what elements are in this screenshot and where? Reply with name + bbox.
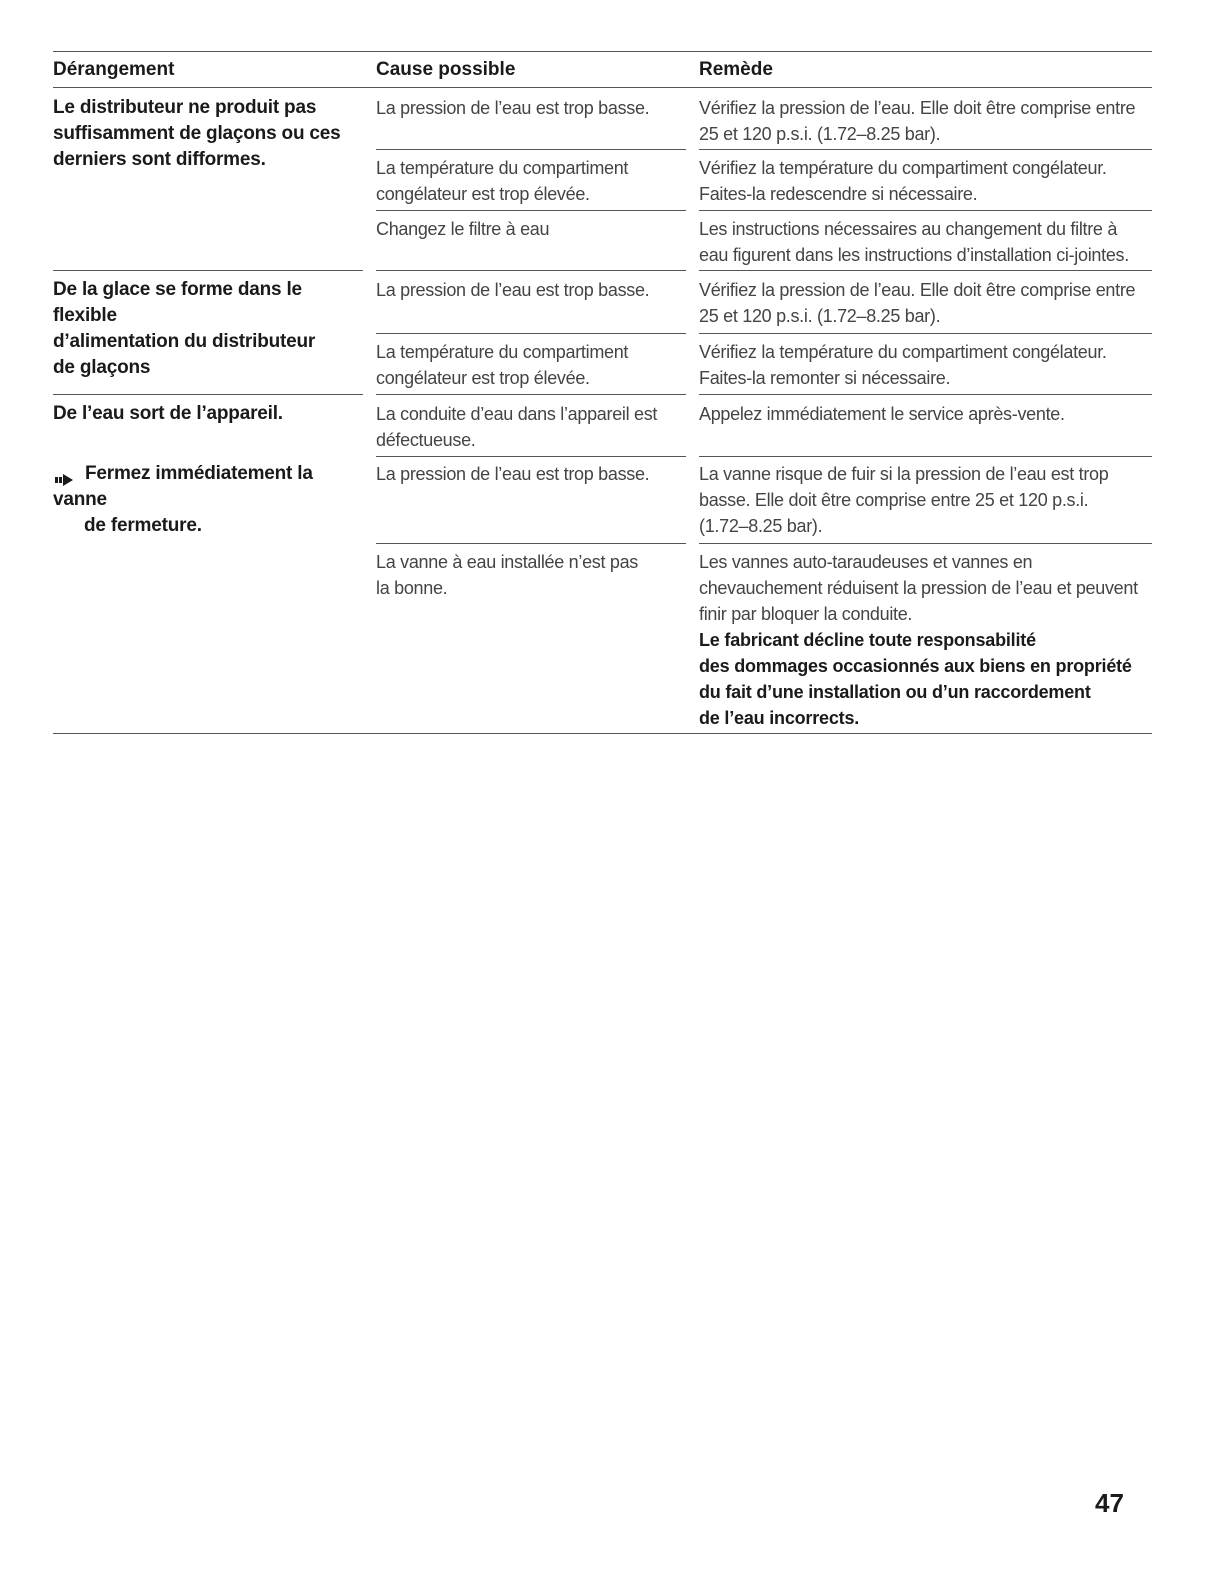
cause-text: congélateur est trop élevée. [376, 184, 590, 204]
row-separator [699, 333, 1152, 334]
problem-line: d’alimentation du distributeur [53, 331, 316, 352]
table-top-rule [53, 51, 1152, 52]
header-remedy: Remède [699, 59, 773, 80]
problem-text [53, 277, 363, 381]
remedy-text: Faites-la remonter si nécessaire. [699, 368, 951, 388]
table-header [53, 59, 1152, 87]
header-problem: Dérangement [53, 59, 175, 80]
remedy-text: chevauchement réduisent la pression de l’eau et peuvent [699, 578, 1138, 598]
remedy-text: La vanne risque de fuir si la pression de l’eau est trop [699, 464, 1109, 484]
cause-text: La pression de l’eau est trop basse. [376, 98, 650, 118]
warning-note-text: de fermeture. [84, 515, 202, 536]
row-separator [376, 394, 686, 395]
cause-text: La pression de l’eau est trop basse. [376, 280, 650, 300]
remedy-text: Les instructions nécessaires au changement du filtre à [699, 219, 1118, 239]
cause-text: La vanne à eau installée n’est pas [376, 552, 638, 572]
remedy-text: 25 et 120 p.s.i. (1.72–8.25 bar). [699, 306, 941, 326]
cause-text: Changez le filtre à eau [376, 219, 550, 239]
group-separator [53, 394, 363, 395]
remedy-text: Faites-la redescendre si nécessaire. [699, 184, 978, 204]
cause-text: La température du compartiment [376, 158, 629, 178]
remedy-text: finir par bloquer la conduite. [699, 604, 913, 624]
header-rule [53, 87, 1152, 88]
cause-text: La conduite d’eau dans l’appareil est [376, 404, 658, 424]
row-separator [376, 270, 686, 271]
row-separator [376, 333, 686, 334]
remedy-text: Vérifiez la pression de l’eau. Elle doit être comprise entre [699, 98, 1136, 118]
liability-notice: de l’eau incorrects. [699, 708, 860, 728]
problem-line: derniers sont difformes. [53, 149, 266, 170]
page-number: 47 [1095, 1488, 1124, 1518]
row-separator [699, 456, 1152, 457]
remedy-text: Vérifiez la température du compartiment congélateur. [699, 158, 1107, 178]
cause-text: La pression de l’eau est trop basse. [376, 464, 650, 484]
row-separator [376, 149, 686, 150]
remedy-text: Vérifiez la pression de l’eau. Elle doit être comprise entre [699, 280, 1136, 300]
table-bottom-rule [53, 733, 1152, 734]
row-separator [699, 270, 1152, 271]
remedy-text: eau figurent dans les instructions d’installation ci-jointes. [699, 245, 1129, 265]
row-separator [699, 149, 1152, 150]
liability-notice: Le fabricant décline toute responsabilité [699, 630, 1036, 650]
problem-text [53, 95, 363, 173]
remedy-text: Les vannes auto-taraudeuses et vannes en [699, 552, 1033, 572]
problem-text [53, 401, 363, 427]
arrow-right-icon [55, 468, 73, 480]
liability-notice: des dommages occasionnés aux biens en propriété [699, 656, 1132, 676]
problem-line: De la glace se forme dans le flexible [53, 279, 302, 326]
remedy-text: Vérifiez la température du compartiment congélateur. [699, 342, 1107, 362]
row-separator [699, 394, 1152, 395]
row-separator [376, 210, 686, 211]
liability-notice: du fait d’une installation ou d’un raccordement [699, 682, 1091, 702]
remedy-text: 25 et 120 p.s.i. (1.72–8.25 bar). [699, 124, 941, 144]
row-separator [699, 210, 1152, 211]
warning-note-line [53, 461, 363, 513]
problem-line: Le distributeur ne produit pas [53, 97, 317, 118]
header-cause: Cause possible [376, 59, 516, 80]
warning-note-text: Fermez immédiatement la vanne [53, 463, 313, 510]
problem-line: de glaçons [53, 357, 151, 378]
remedy-text: basse. Elle doit être comprise entre 25 et 120 p.s.i. [699, 490, 1089, 510]
row-separator [699, 543, 1152, 544]
warning-note [53, 461, 363, 539]
cause-text: La température du compartiment [376, 342, 629, 362]
cause-text: la bonne. [376, 578, 448, 598]
problem-line: suffisamment de glaçons ou ces [53, 123, 341, 144]
row-separator [376, 543, 686, 544]
problem-line: De l’eau sort de l’appareil. [53, 403, 283, 424]
remedy-text: Appelez immédiatement le service après-vente. [699, 404, 1065, 424]
group-separator [53, 270, 363, 271]
cause-text: congélateur est trop élevée. [376, 368, 590, 388]
cause-text: défectueuse. [376, 430, 476, 450]
row-separator [376, 456, 686, 457]
remedy-text: (1.72–8.25 bar). [699, 516, 823, 536]
